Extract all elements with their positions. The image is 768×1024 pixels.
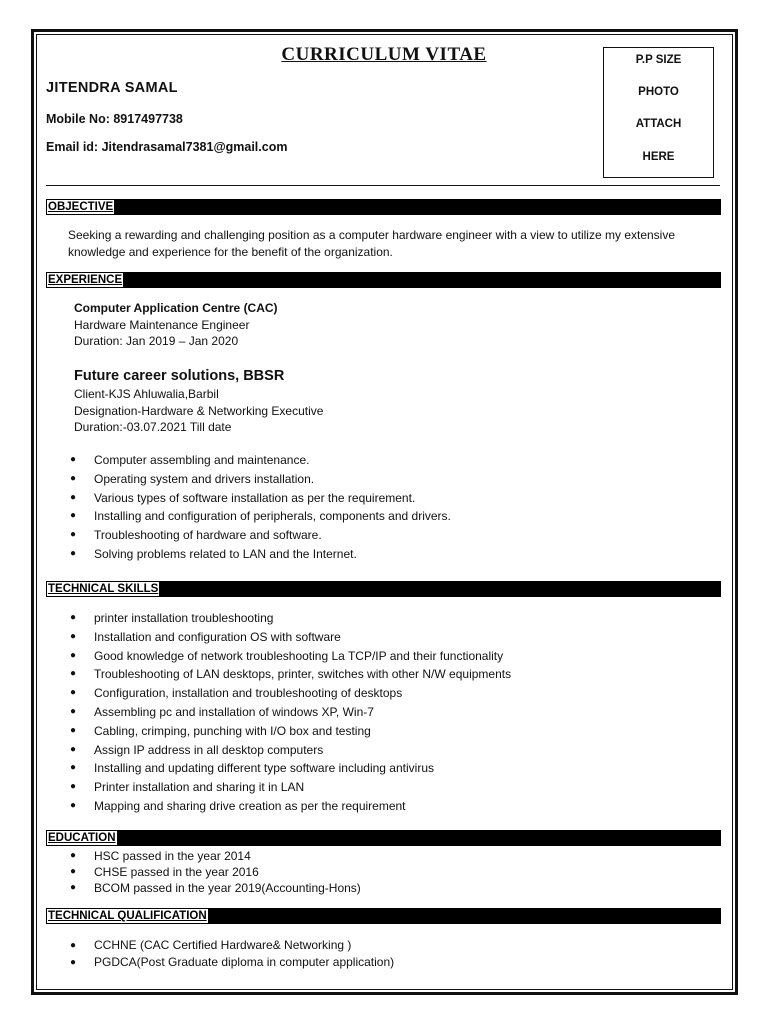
list-item: ● Various types of software installation as per the requirement. — [70, 489, 451, 508]
photo-placeholder — [603, 47, 714, 178]
job-entry — [74, 366, 323, 436]
email-address: Email id: Jitendrasamal7381@gmail.com — [46, 140, 288, 154]
section-heading-technical-qualification — [46, 908, 721, 924]
section-heading-technical-skills — [46, 581, 721, 597]
list-item: ● Installation and configuration OS with software — [70, 628, 511, 647]
list-item: ● Cabling, crimping, punching with I/O box and testing — [70, 722, 511, 741]
photo-line: PHOTO — [638, 86, 679, 98]
list-item: ● Mapping and sharing drive creation as per the requirement — [70, 797, 511, 816]
list-item: ● Troubleshooting of LAN desktops, printer, switches with other N/W equipments — [70, 665, 511, 684]
section-heading-education — [46, 830, 721, 846]
skills-list — [70, 609, 511, 816]
list-item: ● CCHNE (CAC Certified Hardware& Networking ) — [70, 937, 394, 954]
job-duration: Duration: Jan 2019 – Jan 2020 — [74, 334, 239, 348]
section-heading-label: TECHNICAL SKILLS — [48, 583, 159, 595]
candidate-name: JITENDRA SAMAL — [46, 80, 178, 96]
list-item: ● Printer installation and sharing it in LAN — [70, 778, 511, 797]
company-name: Computer Application Centre (CAC) — [74, 301, 278, 315]
list-item: ● PGDCA(Post Graduate diploma in computer application) — [70, 954, 394, 971]
photo-line: HERE — [642, 151, 675, 163]
list-item: ● Operating system and drivers installation. — [70, 470, 451, 489]
list-item: ● BCOM passed in the year 2019(Accounting-Hons) — [70, 880, 361, 896]
list-item: ● Good knowledge of network troubleshooting La TCP/IP and their functionality — [70, 647, 511, 666]
job-designation: Designation-Hardware & Networking Executive — [74, 403, 324, 418]
list-item: ● Installing and configuration of peripherals, components and drivers. — [70, 507, 451, 526]
header-divider — [46, 185, 720, 186]
list-item: ● Troubleshooting of hardware and software. — [70, 526, 451, 545]
section-heading-label: OBJECTIVE — [48, 201, 114, 213]
list-item: ● Configuration, installation and troubleshooting of desktops — [70, 684, 511, 703]
section-heading-objective — [46, 199, 721, 215]
objective-text: Seeking a rewarding and challenging position as a computer hardware engineer with a view to utilize my extensive knowledge and experience for the benefit of the organization. — [68, 228, 676, 259]
list-item: ● HSC passed in the year 2014 — [70, 848, 361, 864]
photo-line: ATTACH — [635, 118, 682, 130]
company-name: Future career solutions, BBSR — [74, 368, 285, 384]
job-client: Client-KJS Ahluwalia,Barbil — [74, 387, 219, 401]
qualification-list — [70, 937, 394, 971]
job-duration: Duration:-03.07.2021 Till date — [74, 420, 232, 434]
photo-line: P.P SIZE — [635, 54, 682, 66]
mobile-number: Mobile No: 8917497738 — [46, 112, 183, 126]
list-item: ● CHSE passed in the year 2016 — [70, 864, 361, 880]
list-item: ● Installing and updating different type software including antivirus — [70, 759, 511, 778]
education-list — [70, 848, 361, 896]
list-item: ● Assign IP address in all desktop computers — [70, 741, 511, 760]
list-item: ● Assembling pc and installation of windows XP, Win-7 — [70, 703, 511, 722]
section-heading-experience — [46, 272, 721, 288]
duties-list — [70, 451, 451, 564]
document-title: CURRICULUM VITAE — [281, 44, 487, 65]
list-item: ● printer installation troubleshooting — [70, 609, 511, 628]
job-role: Hardware Maintenance Engineer — [74, 317, 250, 332]
section-heading-label: EXPERIENCE — [48, 274, 123, 286]
job-entry — [74, 300, 278, 350]
section-heading-label: EDUCATION — [48, 832, 116, 844]
list-item: ● Computer assembling and maintenance. — [70, 451, 451, 470]
list-item: ● Solving problems related to LAN and the Internet. — [70, 545, 451, 564]
section-heading-label: TECHNICAL QUALIFICATION — [48, 910, 207, 922]
